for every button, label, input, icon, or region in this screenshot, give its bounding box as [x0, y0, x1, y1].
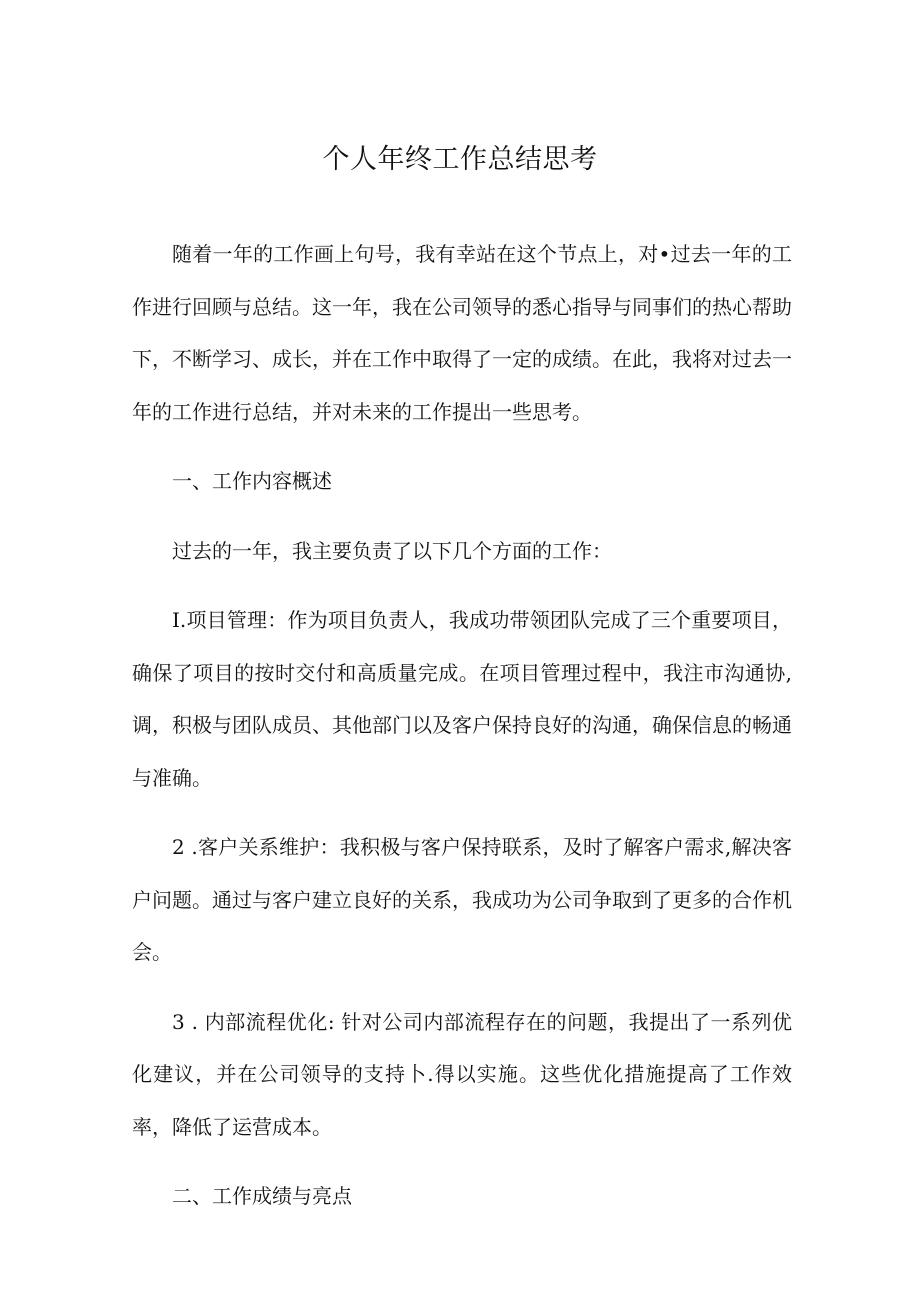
document-body	[132, 228, 792, 1240]
work-overview-paragraph: 过去的一年，我主要负责了以下几个方面的工作：	[172, 538, 612, 563]
section-heading-2: 二、工作成绩与亮点	[172, 1184, 352, 1208]
section-heading-1: 一、工作内容概述	[172, 469, 332, 493]
project-management-paragraph: I.项目管理：作为项目负责人，我成功带领团队完成了三个重要项目，确保了项目的按时交付和高质量完成。在项目管理过程中，我注市沟通协,调，积极与团队成员、其他部门以及客户保持良好的沟通，确保信息的畅通与准确。	[132, 608, 792, 790]
process-optimization-paragraph: 3 . 内部流程优化: 针对公司内部流程存在的问题，我提出了一系列优化建议，并在公司领导的支持卜.得以实施。这些优化措施提高了工作效率，降低了运营成本。	[132, 1009, 792, 1139]
customer-relations-paragraph: 2 .客户关系维护：我积极与客户保持联系，及时了解客户需求,解决客户问题。通过与客户建立良好的关系，我成功为公司争取到了更多的合作机会。	[132, 835, 792, 964]
intro-paragraph: 随着一年的工作画上句号，我有幸站在这个节点上，对•过去一年的工作进行回顾与总结。这一年，我在公司领导的悉心指导与同事们的热心帮助下，不断学习、成长，并在工作中取得了一定的成绩。在此，我将对过去一年的工作进行总结，并对未来的工作提出一些思考。	[132, 242, 792, 424]
document-title: 个人年终工作总结思考	[322, 144, 598, 175]
